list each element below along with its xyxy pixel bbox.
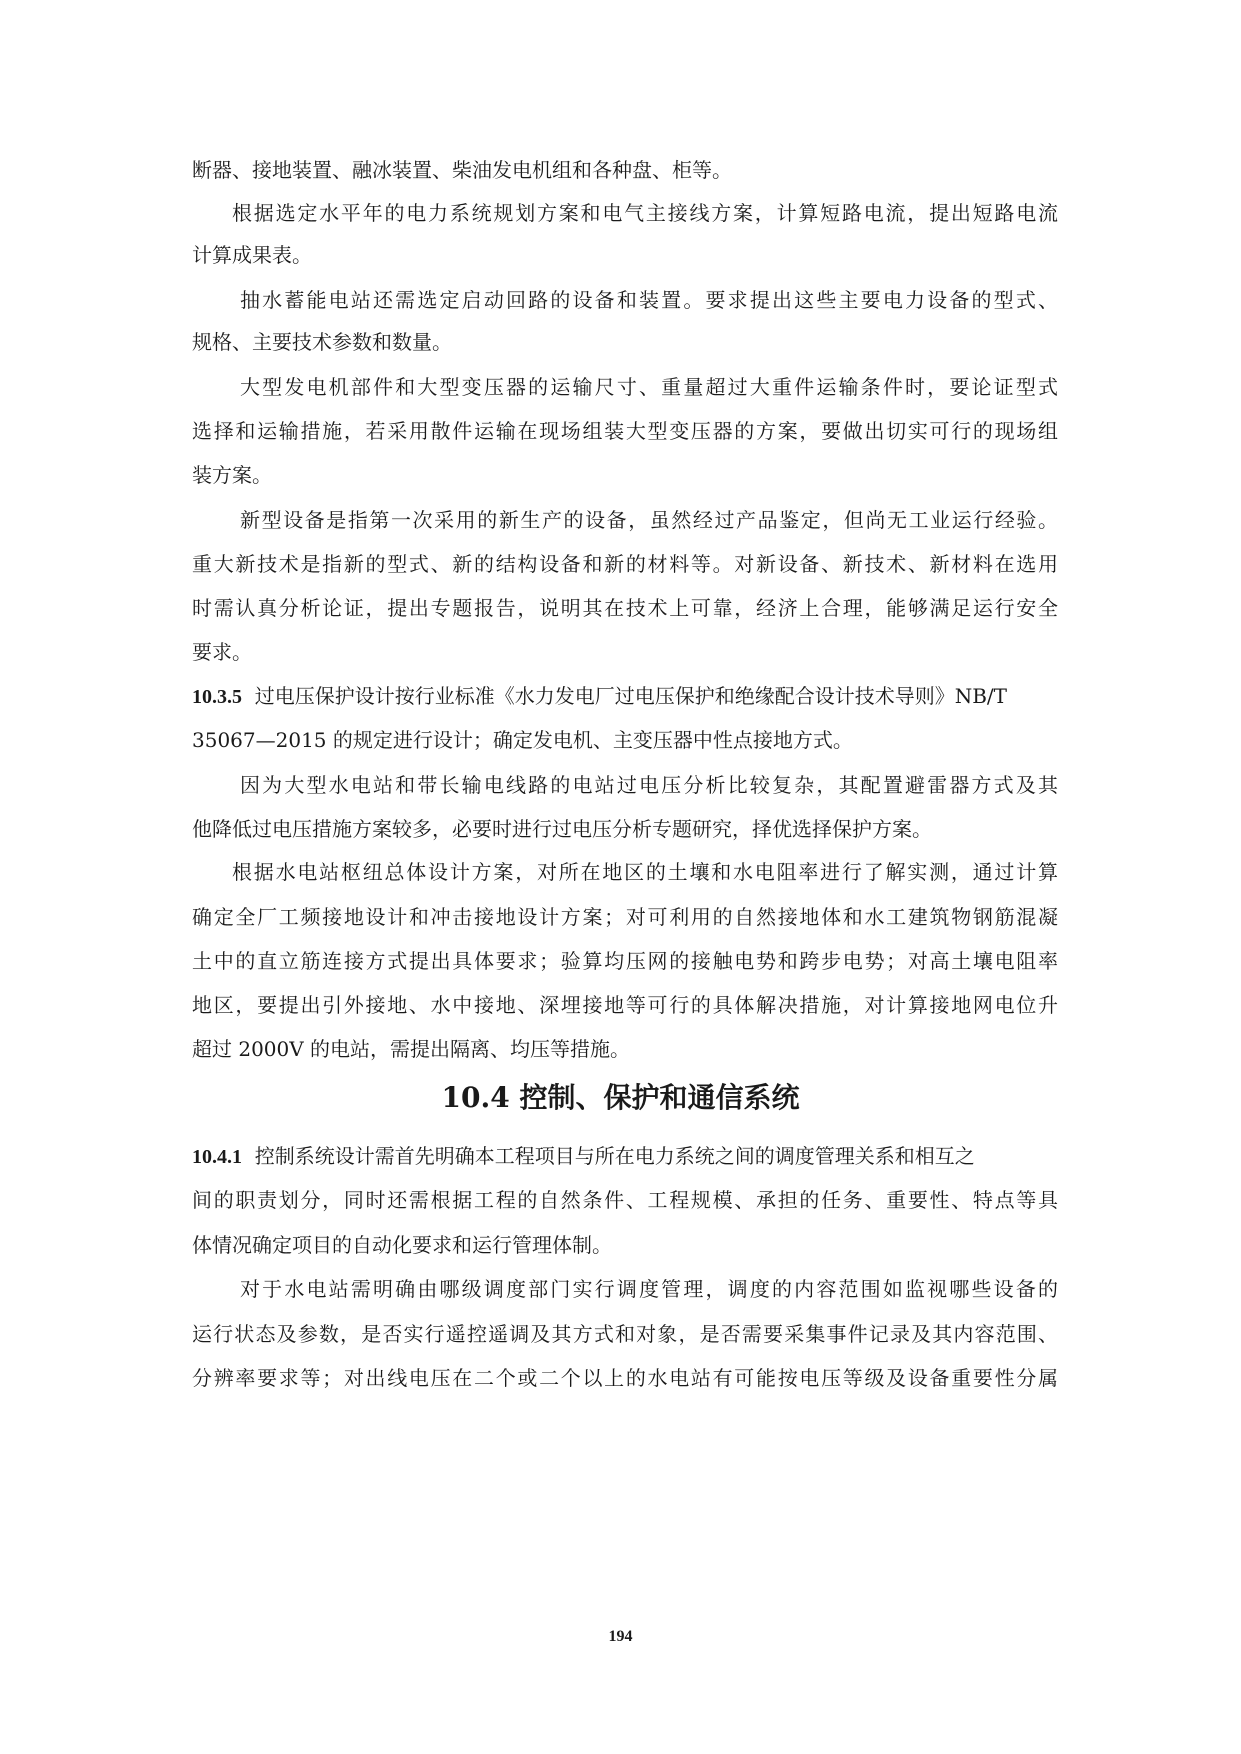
paragraph-line: 根据选定水平年的电力系统规划方案和电气主接线方案，计算短路电流，提出短路电流: [232, 201, 1058, 225]
paragraph-line: 地区，要提出引外接地、水中接地、深埋接地等可行的具体解决措施，对计算接地网电位升: [192, 993, 1058, 1017]
paragraph-line: 要求。: [192, 640, 252, 664]
paragraph-line: 规格、主要技术参数和数量。: [192, 330, 452, 354]
paragraph-line: 间的职责划分，同时还需根据工程的自然条件、工程规模、承担的任务、重要性、特点等具: [192, 1188, 1058, 1212]
paragraph-line: 对于水电站需明确由哪级调度部门实行调度管理，调度的内容范围如监视哪些设备的: [240, 1277, 1058, 1301]
section-paragraph-10-3-5: [192, 681, 1058, 712]
section-paragraph-10-4-1: [192, 1141, 1058, 1172]
paragraph-line: 分辨率要求等；对出线电压在二个或二个以上的水电站有可能按电压等级及设备重要性分属: [192, 1366, 1058, 1390]
paragraph-line: 断器、接地装置、融冰装置、柴油发电机组和各种盘、柜等。: [192, 158, 732, 182]
paragraph-line: 因为大型水电站和带长输电线路的电站过电压分析比较复杂，其配置避雷器方式及其: [240, 773, 1058, 797]
paragraph-line: 大型发电机部件和大型变压器的运输尺寸、重量超过大重件运输条件时，要论证型式: [240, 375, 1058, 399]
paragraph-line: 装方案。: [192, 463, 272, 487]
paragraph-line: 新型设备是指第一次采用的新生产的设备，虽然经过产品鉴定，但尚无工业运行经验。: [240, 508, 1058, 532]
paragraph-line: 根据水电站枢纽总体设计方案，对所在地区的土壤和水电阻率进行了解实测，通过计算: [232, 860, 1058, 884]
paragraph-line: 抽水蓄能电站还需选定启动回路的设备和装置。要求提出这些主要电力设备的型式、: [240, 288, 1058, 312]
section-number: 10.4.1: [192, 1146, 242, 1168]
paragraph-line: 体情况确定项目的自动化要求和运行管理体制。: [192, 1233, 612, 1257]
paragraph-line: 选择和运输措施，若采用散件运输在现场组装大型变压器的方案，要做出切实可行的现场组: [192, 419, 1058, 443]
paragraph-text: 控制系统设计需首先明确本工程项目与所在电力系统之间的调度管理关系和相互之: [254, 1144, 975, 1168]
paragraph-line: 35067—2015 的规定进行设计；确定发电机、主变压器中性点接地方式。: [192, 728, 853, 752]
paragraph-text: 过电压保护设计按行业标准《水力发电厂过电压保护和绝缘配合设计技术导则》NB/T: [254, 684, 1007, 708]
section-heading: 10.4 控制、保护和通信系统: [441, 1081, 800, 1114]
page-number: 194: [608, 1628, 633, 1645]
paragraph-line: 运行状态及参数，是否实行遥控遥调及其方式和对象，是否需要采集事件记录及其内容范围、: [192, 1322, 1058, 1346]
paragraph-line: 确定全厂工频接地设计和冲击接地设计方案；对可利用的自然接地体和水工建筑物钢筋混凝: [192, 905, 1058, 929]
paragraph-line: 超过 2000V 的电站，需提出隔离、均压等措施。: [192, 1037, 631, 1061]
paragraph-line: 计算成果表。: [192, 243, 312, 267]
paragraph-line: 他降低过电压措施方案较多，必要时进行过电压分析专题研究，择优选择保护方案。: [192, 817, 932, 841]
paragraph-line: 土中的直立筋连接方式提出具体要求；验算均压网的接触电势和跨步电势；对高土壤电阻率: [192, 949, 1058, 973]
section-number: 10.3.5: [192, 686, 242, 708]
paragraph-line: 重大新技术是指新的型式、新的结构设备和新的材料等。对新设备、新技术、新材料在选用: [192, 552, 1058, 576]
paragraph-line: 时需认真分析论证，提出专题报告，说明其在技术上可靠，经济上合理，能够满足运行安全: [192, 596, 1058, 620]
